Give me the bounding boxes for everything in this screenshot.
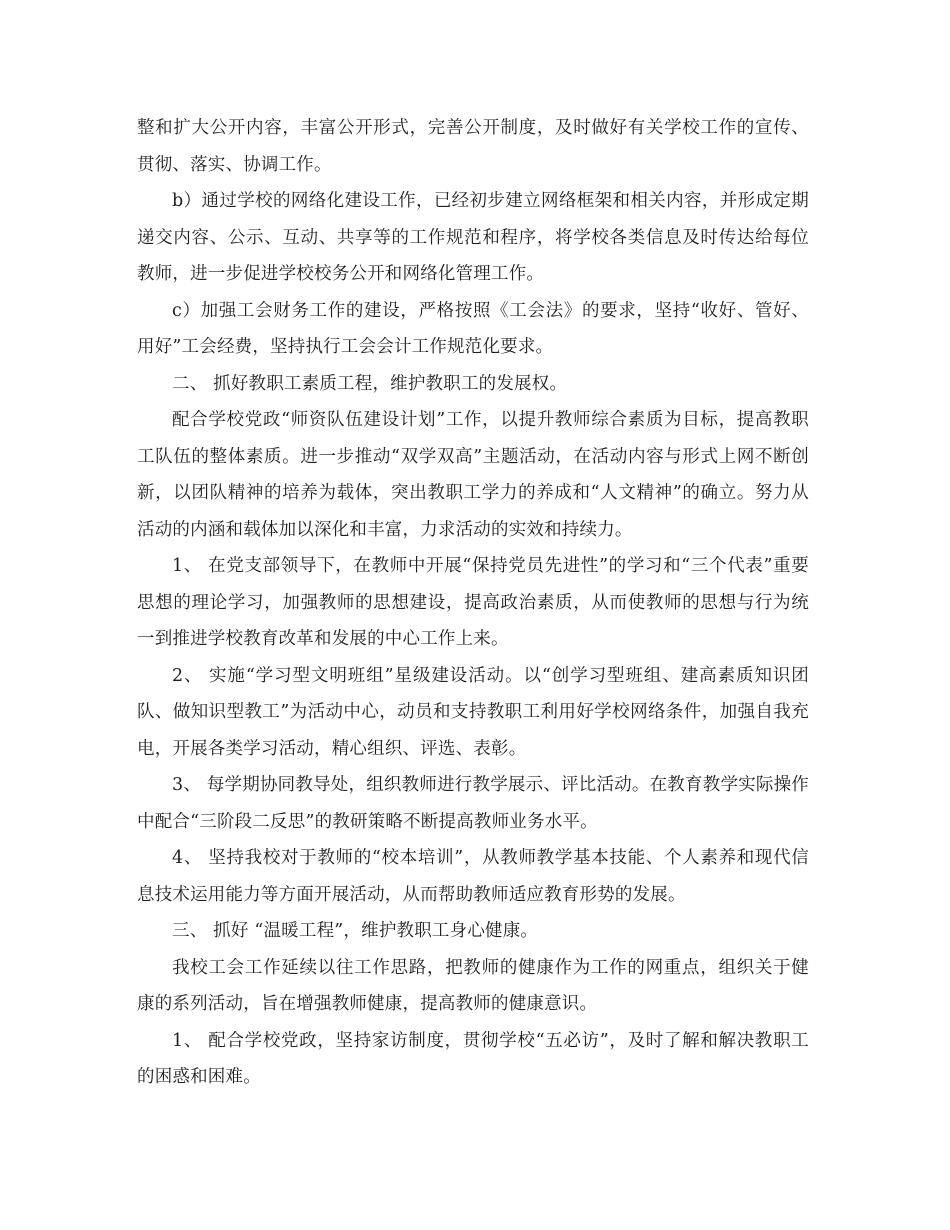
paragraph-item-2-1: 1、 在党支部领导下，在教师中开展“保持党员先进性”的学习和“三个代表”重要思想的理论学习，加强教师的思想建设，提高政治素质，从而使教师的思想与行为统一到推进学校教育改革和发展的中心工作上来。 bbox=[137, 556, 809, 649]
paragraph-section-2-intro: 配合学校党政“师资队伍建设计划”工作，以提升教师综合素质为目标，提高教职工队伍的整体素质。进一步推动“双学双高”主题活动，在活动内容与形式上网不断创新，以团队精神的培养为载体，突出教职工学力的养成和“人文精神”的确立。努力从活动的内涵和载体加以深化和丰富，力求活动的实效和持续力。 bbox=[137, 410, 809, 540]
paragraph-continuation: 整和扩大公开内容，丰富公开形式，完善公开制度，及时做好有关学校工作的宣传、贯彻、落实、协调工作。 bbox=[137, 118, 809, 175]
paragraph-item-2-2: 2、 实施“学习型文明班组”星级建设活动。以“创学习型班组、建高素质知识团队、做知识型教工”为活动中心，动员和支持教职工利用好学校网络条件，加强自我充电，开展各类学习活动，精心组织、评选、表彰。 bbox=[137, 665, 809, 759]
section-heading-3: 三、 抓好 “温暖工程”，维护教职工身心健康。 bbox=[172, 921, 539, 941]
document-body bbox=[137, 110, 809, 1096]
paragraph-item-2-3: 3、 每学期协同教导处，组织教师进行教学展示、评比活动。在教育教学实际操作中配合“三阶段二反思”的教研策略不断提高教师业务水平。 bbox=[137, 775, 809, 832]
paragraph-section-3-intro: 我校工会工作延续以往工作思路，把教师的健康作为工作的网重点，组织关于健康的系列活动，旨在增强教师健康，提高教师的健康意识。 bbox=[137, 957, 809, 1014]
paragraph-item-2-4: 4、 坚持我校对于教师的“校本培训”，从教师教学基本技能、个人素养和现代信息技术运用能力等方面开展活动，从而帮助教师适应教育形势的发展。 bbox=[137, 848, 809, 905]
paragraph-item-b: b）通过学校的网络化建设工作，已经初步建立网络框架和相关内容，并形成定期递交内容、公示、互动、共享等的工作规范和程序，将学校各类信息及时传达给每位教师，进一步促进学校校务公开和网络化管理工作。 bbox=[137, 191, 809, 284]
paragraph-item-c: c）加强工会财务工作的建设，严格按照《工会法》的要求，坚持“收好、管好、用好”工会经费，坚持执行工会会计工作规范化要求。 bbox=[137, 300, 809, 357]
section-heading-2: 二、 抓好教职工素质工程，维护教职工的发展权。 bbox=[172, 373, 568, 394]
paragraph-item-3-1: 1、 配合学校党政，坚持家访制度，贯彻学校“五必访”，及时了解和解决教职工的困惑和困难。 bbox=[137, 1030, 809, 1087]
